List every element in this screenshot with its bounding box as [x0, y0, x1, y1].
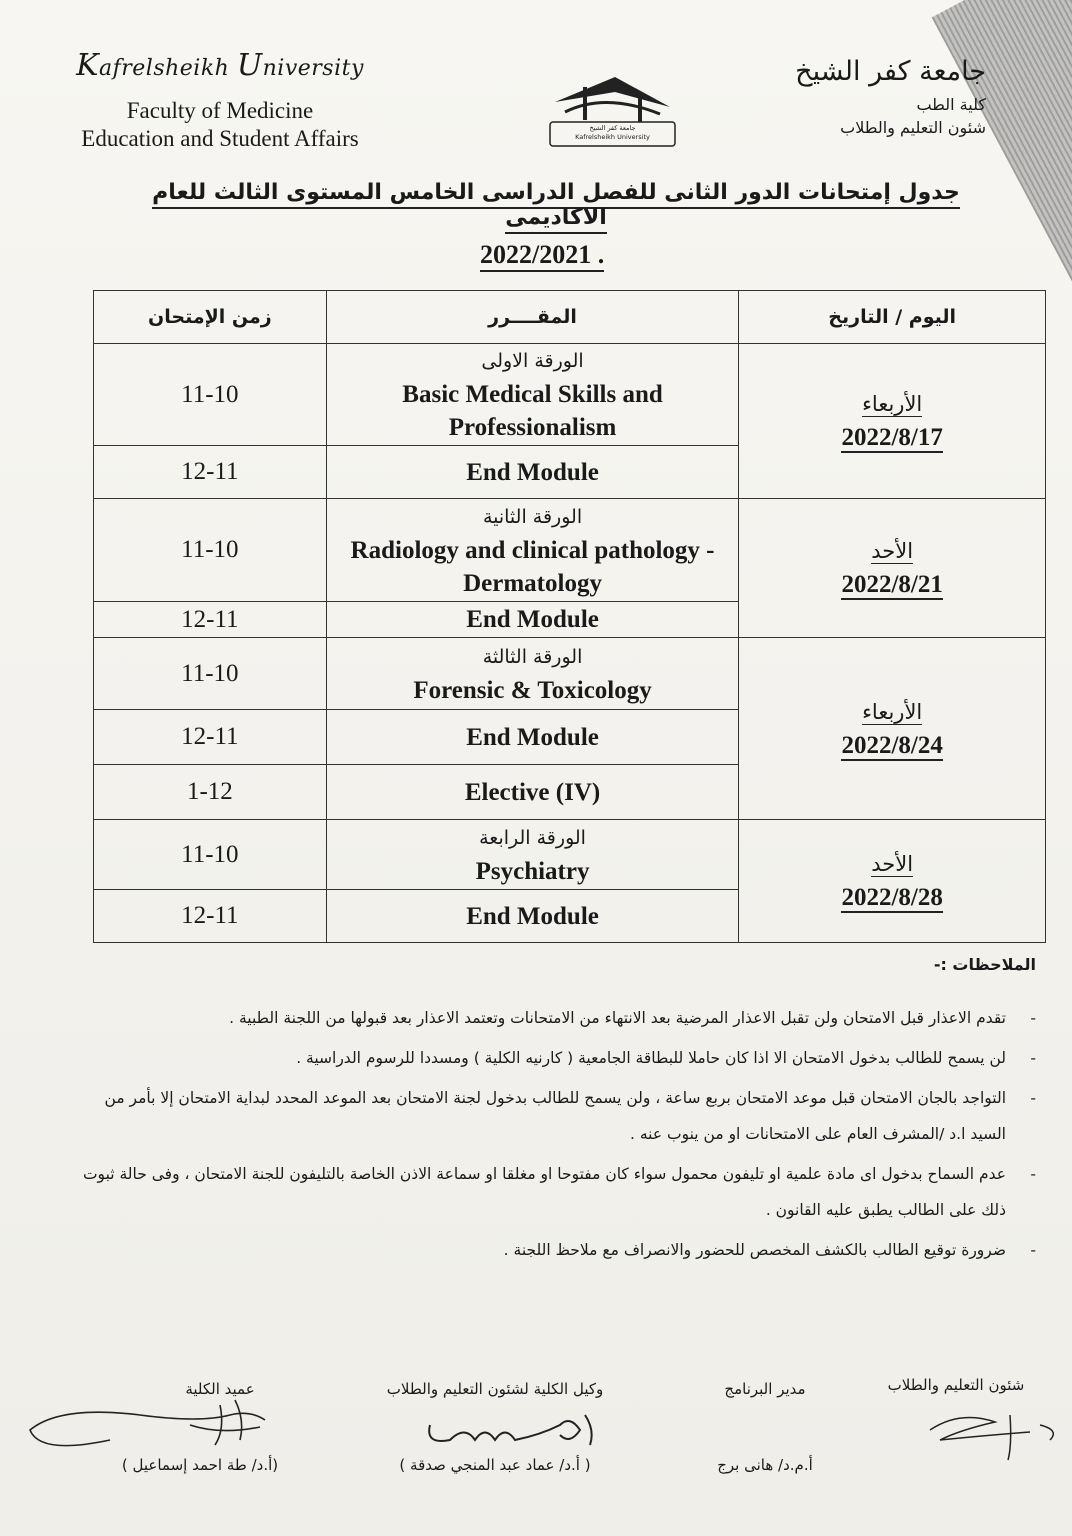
signature-title: مدير البرنامج	[724, 1380, 806, 1398]
affairs-name-ar: شئون التعليم والطلاب	[840, 118, 986, 137]
page-fold-shadow	[912, 0, 1072, 300]
handwritten-signature	[420, 1405, 610, 1450]
exam-time: 1-12	[94, 765, 327, 820]
academic-year: 2022/2021 .	[480, 240, 604, 272]
faculty-name-en: Faculty of Medicine	[126, 98, 314, 123]
list-item: - ضرورة توقيع الطالب بالكشف المخصص للحضور والانصراف مع ملاحظ اللجنة .	[80, 1232, 1036, 1268]
exam-course: الورقة الثانية Radiology and clinical pathology -Dermatology	[326, 499, 739, 602]
notes-title: الملاحظات :-	[933, 955, 1036, 974]
notes-list	[80, 1000, 1036, 1272]
exam-course: End Module	[326, 710, 739, 765]
table-header-row	[94, 291, 1046, 344]
university-name-ar: جامعة كفر الشيخ	[795, 56, 986, 87]
signature-affairs	[876, 1376, 1036, 1394]
handwritten-signature	[900, 1400, 1070, 1470]
list-item: - عدم السماح بدخول اى مادة علمية او تليفون محمول سواء كان مفتوحا او مغلقا او سماعة الاذن الخاصة بالتليفون للجنة الامتحان ، وفى حالة ثبوت ذلك على الطالب يطبق عليه القانون .	[80, 1156, 1036, 1228]
list-item: - تقدم الاعذار قبل الامتحان ولن تقبل الاعذار المرضية بعد الانتهاء من الامتحانات وتعتمد الاعذار بعد قبولها من اللجنة الطبية .	[80, 1000, 1036, 1036]
exam-time: 11-10	[94, 344, 327, 446]
table-row	[94, 499, 1046, 602]
signature-name: ( أ.د/ عماد عبد المنجي صدقة )	[399, 1456, 591, 1474]
exam-time: 11-10	[94, 499, 327, 602]
exam-time: 12-11	[94, 446, 327, 499]
table-row	[94, 638, 1046, 710]
university-name-en: Kafrelsheikh University	[76, 48, 364, 83]
table-row	[94, 820, 1046, 890]
list-item: - لن يسمح للطالب بدخول الامتحان الا اذا كان حاملا للبطاقة الجامعية ( كارنيه الكلية ) ومسددا للرسوم الدراسية .	[80, 1040, 1036, 1076]
header-day-date: اليوم / التاريخ	[739, 291, 1046, 344]
exam-time: 11-10	[94, 820, 327, 890]
exam-course: الورقة الثالثة Forensic & Toxicology	[326, 638, 739, 710]
logo-caption: جامعة كفر الشيخ Kafrelsheikh University	[575, 124, 650, 141]
header-english	[30, 48, 410, 153]
exam-day-date: الأربعاء 2022/8/17	[739, 344, 1046, 499]
signature-name: (أ.د/ طة احمد إسماعيل )	[121, 1456, 279, 1474]
exam-schedule-table	[93, 290, 1046, 943]
exam-time: 12-11	[94, 710, 327, 765]
header-course: المقــــرر	[326, 291, 739, 344]
exam-day-date: الأحد 2022/8/21	[739, 499, 1046, 638]
signature-name: أ.م.د/ هانى برج	[717, 1456, 813, 1474]
signature-program-director	[690, 1380, 840, 1474]
exam-time: 11-10	[94, 638, 327, 710]
table-row	[94, 344, 1046, 446]
signature-title: شئون التعليم والطلاب	[887, 1376, 1025, 1394]
exam-time: 12-11	[94, 890, 327, 943]
handwritten-signature	[20, 1385, 280, 1465]
exam-course: End Module	[326, 890, 739, 943]
exam-course: Elective (IV)	[326, 765, 739, 820]
signature-title: وكيل الكلية لشئون التعليم والطلاب	[386, 1380, 604, 1398]
exam-day-date: الأحد 2022/8/28	[739, 820, 1046, 943]
exam-course: End Module	[326, 602, 739, 638]
faculty-name-ar: كلية الطب	[916, 95, 986, 114]
exam-course: End Module	[326, 446, 739, 499]
list-item: - التواجد بالجان الامتحان قبل موعد الامتحان بربع ساعة ، ولن يسمح للطالب بدخول لجنة الامتحان بعد الموعد المحدد لبداية الامتحان إلا بأمر من السيد ا.د /المشرف العام على الامتحانات او من ينوب عنه .	[80, 1080, 1036, 1152]
document-title: جدول إمتحانات الدور الثانى للفصل الدراسى الخامس المستوى الثالث للعام الاكاديمى	[100, 180, 1012, 230]
exam-course: الورقة الرابعة Psychiatry	[326, 820, 739, 890]
header-time: زمن الإمتحان	[94, 291, 327, 344]
affairs-name-en: Education and Student Affairs	[81, 126, 359, 151]
exam-time: 12-11	[94, 602, 327, 638]
exam-day-date: الأربعاء 2022/8/24	[739, 638, 1046, 820]
signature-title: عميد الكلية	[185, 1380, 255, 1398]
header-arabic	[795, 56, 986, 137]
exam-course: الورقة الاولى Basic Medical Skills and Professionalism	[326, 344, 739, 446]
